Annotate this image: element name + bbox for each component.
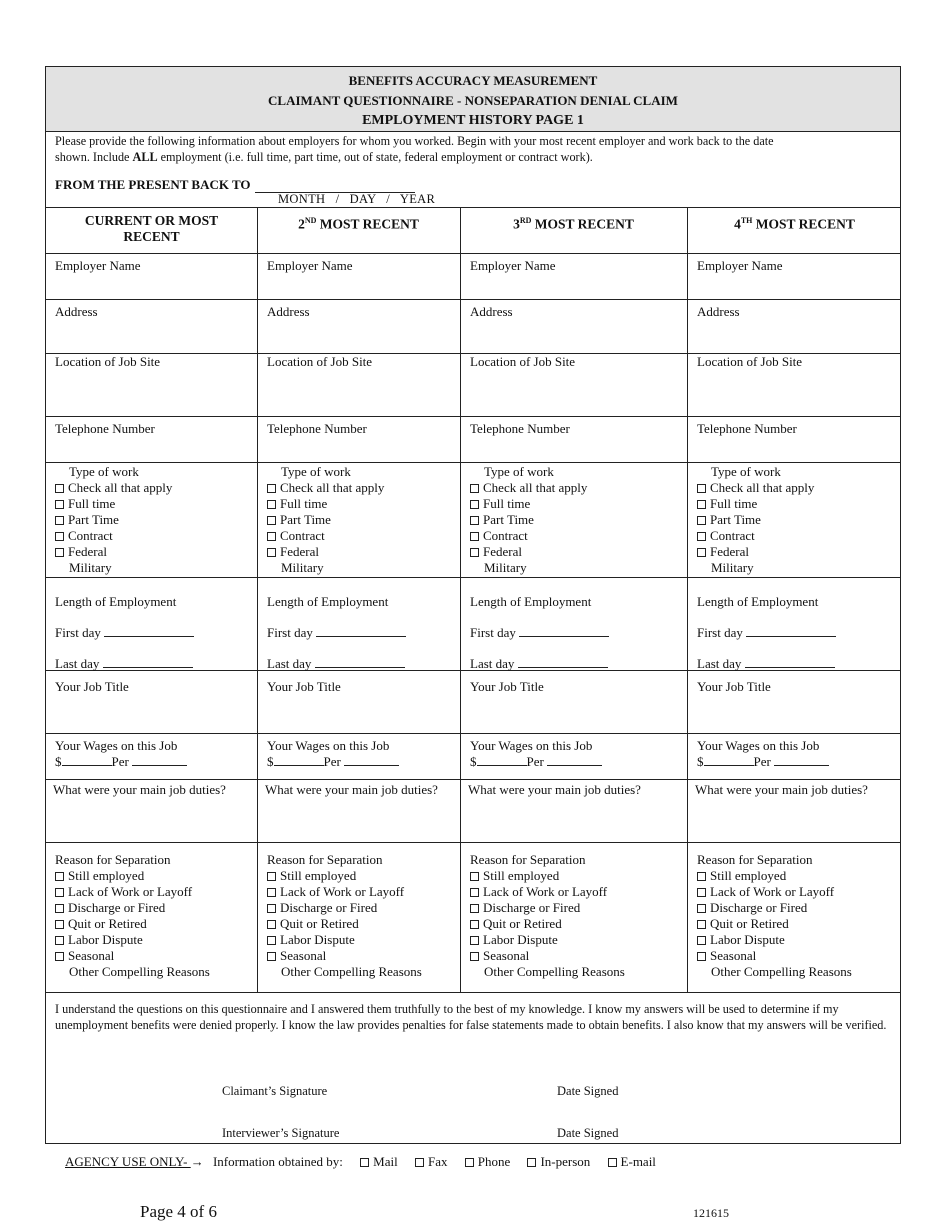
form-header <box>46 67 900 132</box>
seasonal-option[interactable]: Seasonal <box>267 948 422 964</box>
option-email[interactable]: E-mail <box>608 1154 656 1169</box>
date-signed-label: Date Signed <box>557 1126 619 1140</box>
checkbox[interactable] <box>55 500 64 509</box>
header-title-2: CLAIMANT QUESTIONNAIRE - NONSEPARATION DENIAL CLAIM <box>268 93 678 108</box>
checkbox[interactable] <box>360 1158 369 1167</box>
option-fax[interactable]: Fax <box>415 1154 448 1169</box>
divider <box>46 992 900 993</box>
checkbox[interactable] <box>415 1158 424 1167</box>
checkbox[interactable] <box>267 888 276 897</box>
checkbox[interactable] <box>465 1158 474 1167</box>
telephone-field-col3[interactable]: Telephone Number <box>470 421 570 436</box>
reason-label: Reason for Separation <box>697 852 813 867</box>
divider <box>46 842 900 843</box>
checkbox[interactable] <box>55 872 64 881</box>
first-day-field[interactable]: First day <box>55 617 194 648</box>
type-of-work-col4 <box>697 464 814 576</box>
last-day-field[interactable]: Last day <box>470 648 609 679</box>
federal-option[interactable]: Federal <box>470 544 587 560</box>
instructions-line-1: Please provide the following information about employers for whom you worked. Begin with your most recent employer and work back to the date <box>55 134 774 148</box>
agency-use-only <box>65 1154 656 1170</box>
instructions <box>55 133 890 165</box>
part-time-option[interactable]: Part Time <box>697 512 814 528</box>
from-label: FROM THE PRESENT BACK TO <box>55 177 251 192</box>
wages-field-col3[interactable]: Your Wages on this Job $ Per <box>470 738 602 770</box>
checkbox[interactable] <box>267 920 276 929</box>
length-of-employment-col3 <box>470 586 609 679</box>
still-employed-option[interactable]: Still employed <box>267 868 422 884</box>
wages-field-col1[interactable]: Your Wages on this Job $ Per <box>55 738 187 770</box>
length-label: Length of Employment <box>470 594 592 609</box>
type-of-work-col2 <box>267 464 384 576</box>
length-label: Length of Employment <box>267 594 389 609</box>
checkbox[interactable] <box>697 484 706 493</box>
address-field-col1[interactable]: Address <box>55 304 98 319</box>
length-of-employment-col4 <box>697 586 836 679</box>
checkbox[interactable] <box>267 936 276 945</box>
check-all-option[interactable]: Check all that apply <box>470 480 587 496</box>
job-duties-field-col4[interactable]: What were your main job duties? <box>695 782 868 797</box>
checkbox[interactable] <box>697 548 706 557</box>
certification-statement: I understand the questions on this questionnaire and I answered them truthfully to the best of my knowledge. I know my answers will be used to determine if my unemployment benefits were denied properly. I know the law provides penalties for false statements made to obtain benefits. I also know that my answers will be verified. <box>55 1002 887 1032</box>
labor-dispute-option[interactable]: Labor Dispute <box>470 932 625 948</box>
divider <box>46 733 900 734</box>
checkbox[interactable] <box>470 888 479 897</box>
reason-label: Reason for Separation <box>55 852 171 867</box>
job-title-field-col4[interactable]: Your Job Title <box>697 679 771 694</box>
date-signed-label: Date Signed <box>557 1084 619 1098</box>
column-divider <box>687 208 688 992</box>
still-employed-option[interactable]: Still employed <box>697 868 852 884</box>
address-field-col2[interactable]: Address <box>267 304 310 319</box>
checkbox[interactable] <box>470 936 479 945</box>
checkbox[interactable] <box>470 500 479 509</box>
last-day-field[interactable]: Last day <box>697 648 836 679</box>
still-employed-option[interactable]: Still employed <box>55 868 210 884</box>
full-time-option[interactable]: Full time <box>470 496 587 512</box>
other-reasons-option: Other Compelling Reasons <box>69 964 210 979</box>
part-time-option[interactable]: Part Time <box>55 512 172 528</box>
first-day-field[interactable]: First day <box>470 617 609 648</box>
checkbox[interactable] <box>55 548 64 557</box>
seasonal-option[interactable]: Seasonal <box>470 948 625 964</box>
checkbox[interactable] <box>55 904 64 913</box>
layoff-option[interactable]: Lack of Work or Layoff <box>470 884 625 900</box>
checkbox[interactable] <box>55 888 64 897</box>
checkbox[interactable] <box>55 936 64 945</box>
seasonal-option[interactable]: Seasonal <box>55 948 210 964</box>
military-option: Military <box>281 560 324 575</box>
contract-option[interactable]: Contract <box>55 528 172 544</box>
checkbox[interactable] <box>267 548 276 557</box>
check-all-option[interactable]: Check all that apply <box>267 480 384 496</box>
reason-for-separation-col4 <box>697 852 852 980</box>
part-time-option[interactable]: Part Time <box>267 512 384 528</box>
contract-option[interactable]: Contract <box>267 528 384 544</box>
quit-option[interactable]: Quit or Retired <box>55 916 210 932</box>
employer-name-field-col2[interactable]: Employer Name <box>267 258 353 273</box>
last-day-field[interactable]: Last day <box>55 648 194 679</box>
checkbox[interactable] <box>470 516 479 525</box>
checkbox[interactable] <box>697 936 706 945</box>
header-title-3: EMPLOYMENT HISTORY PAGE 1 <box>362 113 584 128</box>
type-of-work-label: Type of work <box>69 464 139 479</box>
checkbox[interactable] <box>527 1158 536 1167</box>
labor-dispute-option[interactable]: Labor Dispute <box>55 932 210 948</box>
type-of-work-label: Type of work <box>484 464 554 479</box>
labor-dispute-option[interactable]: Labor Dispute <box>267 932 422 948</box>
checkbox[interactable] <box>470 532 479 541</box>
first-day-field[interactable]: First day <box>697 617 836 648</box>
page-number: Page 4 of 6 <box>140 1202 217 1221</box>
discharge-option[interactable]: Discharge or Fired <box>470 900 625 916</box>
job-duties-field-col2[interactable]: What were your main job duties? <box>265 782 438 797</box>
wages-field-col4[interactable]: Your Wages on this Job $ Per <box>697 738 829 770</box>
reason-label: Reason for Separation <box>267 852 383 867</box>
labor-dispute-option[interactable]: Labor Dispute <box>697 932 852 948</box>
checkbox[interactable] <box>697 872 706 881</box>
length-label: Length of Employment <box>55 594 177 609</box>
layoff-option[interactable]: Lack of Work or Layoff <box>697 884 852 900</box>
divider <box>46 253 900 254</box>
discharge-option[interactable]: Discharge or Fired <box>697 900 852 916</box>
checkbox[interactable] <box>267 904 276 913</box>
column-header-3rd: 3RD MOST RECENT <box>513 216 634 232</box>
option-mail[interactable]: Mail <box>360 1154 398 1169</box>
telephone-field-col1[interactable]: Telephone Number <box>55 421 155 436</box>
option-phone[interactable]: Phone <box>465 1154 511 1169</box>
other-reasons-option: Other Compelling Reasons <box>281 964 422 979</box>
checkbox[interactable] <box>267 952 276 961</box>
type-of-work-col1 <box>55 464 172 576</box>
checkbox[interactable] <box>608 1158 617 1167</box>
part-time-option[interactable]: Part Time <box>470 512 587 528</box>
form-code: 121615 <box>693 1206 729 1220</box>
other-reasons-option: Other Compelling Reasons <box>711 964 852 979</box>
interviewer-signature-label: Interviewer’s Signature <box>222 1126 340 1140</box>
checkbox[interactable] <box>697 888 706 897</box>
address-field-col3[interactable]: Address <box>470 304 513 319</box>
divider <box>46 577 900 578</box>
checkbox[interactable] <box>470 920 479 929</box>
employer-name-field-col1[interactable]: Employer Name <box>55 258 141 273</box>
checkbox[interactable] <box>267 872 276 881</box>
checkbox[interactable] <box>697 500 706 509</box>
federal-option[interactable]: Federal <box>267 544 384 560</box>
job-title-field-col2[interactable]: Your Job Title <box>267 679 341 694</box>
employer-name-field-col4[interactable]: Employer Name <box>697 258 783 273</box>
from-present-back-to <box>55 177 415 193</box>
military-option: Military <box>711 560 754 575</box>
reason-for-separation-col1 <box>55 852 210 980</box>
contract-option[interactable]: Contract <box>697 528 814 544</box>
reason-for-separation-col3 <box>470 852 625 980</box>
reason-for-separation-col2 <box>267 852 422 980</box>
job-site-location-field-col4[interactable]: Location of Job Site <box>697 354 803 369</box>
job-site-location-field-col1[interactable]: Location of Job Site <box>55 354 161 369</box>
checkbox[interactable] <box>55 516 64 525</box>
checkbox[interactable] <box>697 532 706 541</box>
layoff-option[interactable]: Lack of Work or Layoff <box>267 884 422 900</box>
length-label: Length of Employment <box>697 594 819 609</box>
checkbox[interactable] <box>55 532 64 541</box>
checkbox[interactable] <box>697 920 706 929</box>
claimant-signature-label: Claimant’s Signature <box>222 1084 328 1098</box>
federal-option[interactable]: Federal <box>55 544 172 560</box>
wages-field-col2[interactable]: Your Wages on this Job $ Per <box>267 738 399 770</box>
divider <box>46 416 900 417</box>
first-day-field[interactable]: First day <box>267 617 406 648</box>
checkbox[interactable] <box>267 484 276 493</box>
telephone-field-col2[interactable]: Telephone Number <box>267 421 367 436</box>
length-of-employment-col1 <box>55 586 194 679</box>
checkbox[interactable] <box>470 484 479 493</box>
column-header-2nd: 2ND MOST RECENT <box>298 216 419 232</box>
last-day-field[interactable]: Last day <box>267 648 406 679</box>
checkbox[interactable] <box>697 904 706 913</box>
job-title-field-col1[interactable]: Your Job Title <box>55 679 129 694</box>
questionnaire-form <box>45 66 901 1144</box>
military-option: Military <box>69 560 112 575</box>
type-of-work-label: Type of work <box>711 464 781 479</box>
check-all-option[interactable]: Check all that apply <box>697 480 814 496</box>
column-divider <box>257 208 258 992</box>
divider <box>46 462 900 463</box>
quit-option[interactable]: Quit or Retired <box>470 916 625 932</box>
checkbox[interactable] <box>55 952 64 961</box>
column-divider <box>460 208 461 992</box>
discharge-option[interactable]: Discharge or Fired <box>267 900 422 916</box>
job-duties-field-col3[interactable]: What were your main job duties? <box>468 782 641 797</box>
length-of-employment-col2 <box>267 586 406 679</box>
employer-name-field-col3[interactable]: Employer Name <box>470 258 556 273</box>
discharge-option[interactable]: Discharge or Fired <box>55 900 210 916</box>
still-employed-option[interactable]: Still employed <box>470 868 625 884</box>
full-time-option[interactable]: Full time <box>697 496 814 512</box>
instructions-line-2: shown. Include ALL employment (i.e. full time, part time, out of state, federal employment or contract work). <box>55 150 593 164</box>
full-time-option[interactable]: Full time <box>267 496 384 512</box>
military-option: Military <box>484 560 527 575</box>
quit-option[interactable]: Quit or Retired <box>267 916 422 932</box>
checkbox[interactable] <box>55 920 64 929</box>
date-format-hint: MONTH / DAY / YEAR <box>278 192 436 206</box>
layoff-option[interactable]: Lack of Work or Layoff <box>55 884 210 900</box>
checkbox[interactable] <box>697 952 706 961</box>
checkbox[interactable] <box>697 516 706 525</box>
reason-label: Reason for Separation <box>470 852 586 867</box>
job-title-field-col3[interactable]: Your Job Title <box>470 679 544 694</box>
checkbox[interactable] <box>470 904 479 913</box>
divider <box>46 299 900 300</box>
other-reasons-option: Other Compelling Reasons <box>484 964 625 979</box>
job-duties-field-col1[interactable]: What were your main job duties? <box>53 782 226 797</box>
contract-option[interactable]: Contract <box>470 528 587 544</box>
job-site-location-field-col2[interactable]: Location of Job Site <box>267 354 373 369</box>
column-header-current: CURRENT OR MOST RECENT <box>84 213 219 244</box>
federal-option[interactable]: Federal <box>697 544 814 560</box>
information-obtained-label: Information obtained by: <box>212 1154 343 1169</box>
type-of-work-col3 <box>470 464 587 576</box>
divider <box>46 207 900 208</box>
telephone-field-col4[interactable]: Telephone Number <box>697 421 797 436</box>
checkbox[interactable] <box>470 952 479 961</box>
seasonal-option[interactable]: Seasonal <box>697 948 852 964</box>
checkbox[interactable] <box>267 532 276 541</box>
checkbox[interactable] <box>470 872 479 881</box>
agency-use-label: AGENCY USE ONLY- <box>65 1154 191 1169</box>
address-field-col4[interactable]: Address <box>697 304 740 319</box>
checkbox[interactable] <box>267 500 276 509</box>
header-title-1: BENEFITS ACCURACY MEASUREMENT <box>348 73 598 88</box>
column-header-4th: 4TH MOST RECENT <box>734 216 855 232</box>
check-all-option[interactable]: Check all that apply <box>55 480 172 496</box>
type-of-work-label: Type of work <box>281 464 351 479</box>
arrow-right-icon: → <box>190 1154 204 1169</box>
full-time-option[interactable]: Full time <box>55 496 172 512</box>
checkbox[interactable] <box>470 548 479 557</box>
quit-option[interactable]: Quit or Retired <box>697 916 852 932</box>
checkbox[interactable] <box>267 516 276 525</box>
job-site-location-field-col3[interactable]: Location of Job Site <box>470 354 576 369</box>
option-in-person[interactable]: In-person <box>527 1154 590 1169</box>
divider <box>46 779 900 780</box>
checkbox[interactable] <box>55 484 64 493</box>
